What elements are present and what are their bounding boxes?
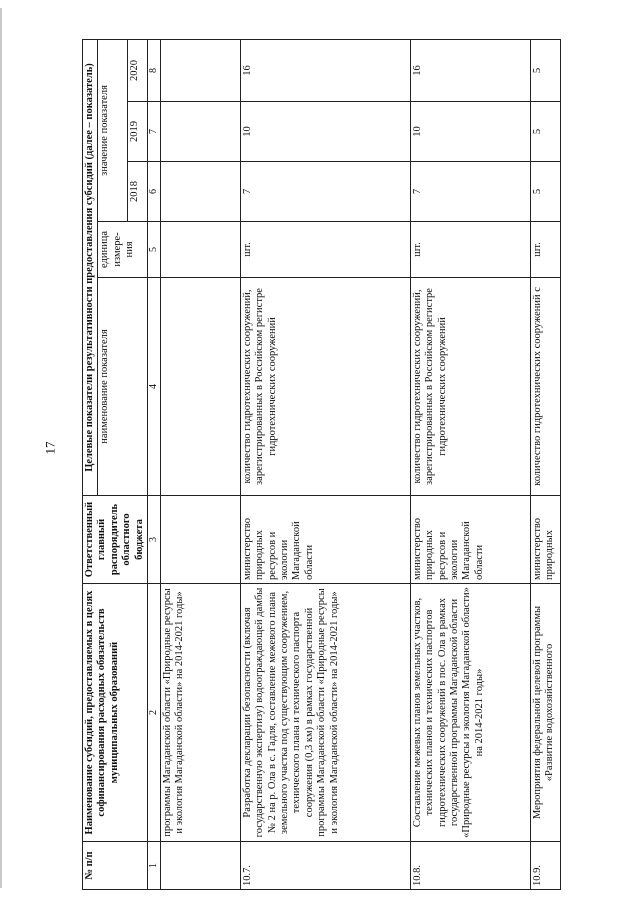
subsidy-table	[82, 39, 561, 890]
scan-edge	[0, 8, 2, 888]
row-2019: 5	[530, 102, 560, 162]
row-2020: 5	[530, 39, 560, 101]
header-row-1	[83, 39, 98, 889]
row-name: Составление межевых планов земельных участков, технических планов и технических паспортов гидротехнических сооружений в пос. Ола в рамках государственной программы Магаданской области «Природные ресурсы и экология Магаданской области» на 2014-2021 годы»	[410, 584, 530, 842]
header-values: значение показателя	[98, 39, 127, 221]
row-2019	[160, 102, 240, 162]
header-num: № п/п	[83, 842, 148, 890]
header-indicator-name: наименование показателя	[98, 278, 148, 496]
row-num: 10.8.	[410, 842, 530, 890]
row-2018: 7	[410, 162, 530, 222]
header-responsible: Ответственный главный распорядитель областного бюджета	[83, 496, 148, 584]
row-unit: шт.	[530, 222, 560, 278]
column-number: 8	[147, 39, 160, 101]
row-2019: 10	[240, 102, 410, 162]
row-responsible	[160, 496, 240, 584]
row-2020: 16	[240, 39, 410, 101]
row-responsible: министерство природных ресурсов и экологии Магаданской области	[410, 496, 530, 584]
row-2018	[160, 162, 240, 222]
header-year: 2019	[127, 102, 147, 162]
row-num	[160, 842, 240, 890]
column-number: 4	[147, 278, 160, 496]
row-name: Разработка декларации безопасности (включая государственную экспертизу) водоограждающей дамбы № 2 на р. Ола в с. Гадля, составление межевого плана земельного участка под существующим сооружением, технического плана и технического паспорта сооружения (0,3 км) в рамках государственной программы Магаданской области «Природные ресурсы и экология Магаданской области» на 2014-2021 годы»	[240, 584, 410, 842]
row-unit: шт.	[410, 222, 530, 278]
row-name: программы Магаданской области «Природные ресурсы и экология Магаданской области» на 2014-2021 годы»	[160, 584, 240, 842]
header-targets: Целевые показатели результативности предоставления субсидий (далее – показатель)	[83, 39, 98, 495]
row-indicator: количество гидротехнических сооружений, зарегистрированных в Российском регистре гидротехнических сооружений	[240, 278, 410, 496]
row-2018: 7	[240, 162, 410, 222]
row-unit	[160, 222, 240, 278]
table-row	[240, 39, 410, 889]
column-number-row	[147, 39, 160, 889]
column-number: 6	[147, 162, 160, 222]
rotated-page	[82, 40, 602, 890]
header-year: 2020	[127, 39, 147, 101]
row-name: Мероприятия федеральной целевой программы «Развитие водохозяйственного	[530, 584, 560, 842]
row-unit: шт.	[240, 222, 410, 278]
table-row	[160, 39, 240, 889]
row-2018: 5	[530, 162, 560, 222]
row-indicator: количество гидротехнических сооружений, зарегистрированных в Российском регистре гидротехнических сооружений	[410, 278, 530, 496]
page-number: 17	[42, 441, 58, 455]
table-row	[410, 39, 530, 889]
column-number: 7	[147, 102, 160, 162]
row-indicator: количество гидротехнических сооружений с	[530, 278, 560, 496]
column-number: 5	[147, 222, 160, 278]
row-2020	[160, 39, 240, 101]
table-row	[530, 39, 560, 889]
row-num: 10.9.	[530, 842, 560, 890]
column-number: 1	[147, 842, 160, 890]
column-number: 3	[147, 496, 160, 584]
row-indicator	[160, 278, 240, 496]
row-responsible: министерство природных	[530, 496, 560, 584]
row-2020: 16	[410, 39, 530, 101]
header-unit: единица измере-ния	[98, 222, 148, 278]
column-number: 2	[147, 584, 160, 842]
header-year: 2018	[127, 162, 147, 222]
header-name: Наименование субсидий, предоставляемых в целях софинансирования расходных обязательств муниципальных образований	[83, 584, 148, 842]
row-2019: 10	[410, 102, 530, 162]
row-responsible: министерство природных ресурсов и экологии Магаданской области	[240, 496, 410, 584]
row-num: 10.7.	[240, 842, 410, 890]
